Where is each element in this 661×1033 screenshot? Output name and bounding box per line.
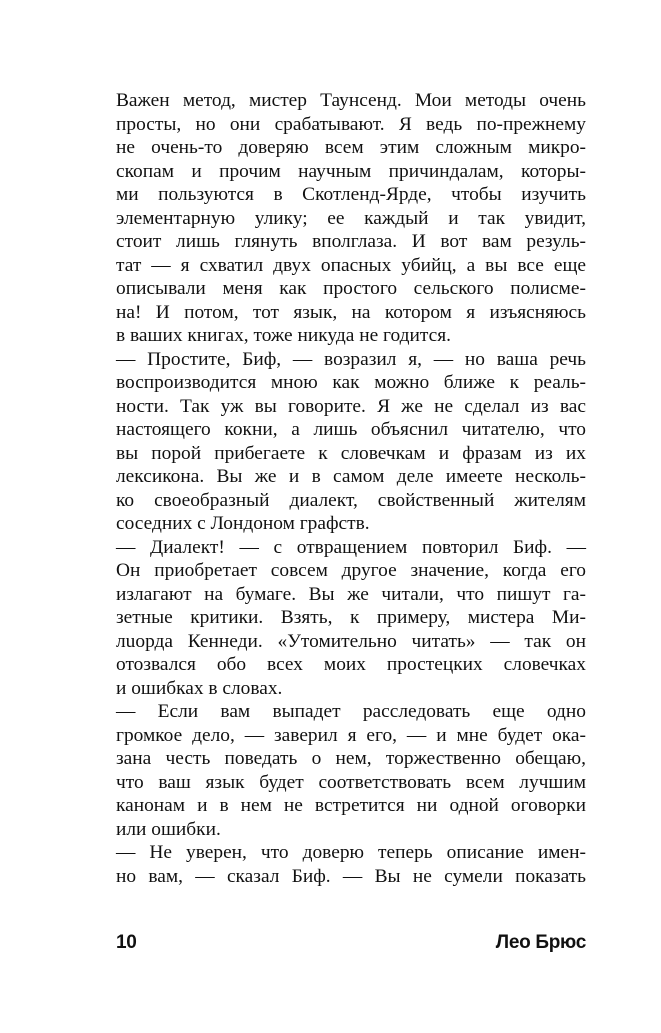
text-line: лексикона. Вы же и в самом деле имеете несколь- (116, 466, 586, 487)
text-line: Важен метод, мистер Таунсенд. Мои методы очень (116, 90, 586, 111)
page-text (116, 89, 586, 888)
text-line: что ваш язык будет соответствовать всем лучшим (116, 771, 586, 793)
page-number: 10 (116, 932, 137, 953)
text-line: воспроизводится мною как можно ближе к реаль- (116, 372, 586, 393)
paragraph-start-line: — Простите, Биф, — возразил я, — но ваша речь (116, 348, 586, 370)
text-line: настоящего кокни, а лишь объяснил читателю, что (116, 419, 586, 440)
text-line: но вам, — сказал Биф. — Вы не сумели показать (116, 865, 586, 887)
paragraph-start-line: — Диалект! — с отвращением повторил Биф. — (116, 536, 586, 558)
text-line: стоит лишь глянуть вполглаза. И вот вам резуль- (116, 231, 586, 252)
text-line: лuорда Кеннеди. «Утомительно читать» — так он (116, 630, 586, 652)
text-line: ности. Так уж вы говорите. Я же не сделал из вас (116, 395, 586, 417)
text-line: не очень-то доверяю всем этим сложным микро- (116, 137, 586, 158)
page-footer (116, 931, 586, 955)
text-line: громкое дело, — заверил я его, — и мне будет ока- (116, 724, 586, 746)
paragraph-start-line: — Не уверен, что доверю теперь описание имен- (116, 842, 586, 863)
paragraph-end-line: в ваших книгах, тоже никуда не годится. (116, 325, 451, 346)
text-line: ми пользуются в Скотленд-Ярде, чтобы изучить (116, 184, 586, 205)
text-line: описывали меня как простого сельского полисме- (116, 278, 586, 299)
text-line: тат — я схватил двух опасных убийц, а вы все еще (116, 254, 586, 276)
paragraph-end-line: соседних с Лондоном графств. (116, 513, 370, 534)
running-head-author: Лео Брюс (495, 932, 586, 953)
text-line: просты, но они срабатывают. Я ведь по-прежнему (116, 113, 586, 135)
text-line: на! И потом, тот язык, на котором я изъясняюсь (116, 301, 586, 323)
text-line: ко своеобразный диалект, свойственный жителям (116, 489, 586, 511)
text-line: зана честь поведать о нем, торжественно обещаю, (116, 748, 586, 769)
text-line: зетные критики. Взять, к примеру, мистера Ми- (116, 607, 586, 628)
text-line: излагают на бумаге. Вы же читали, что пишут га- (116, 583, 586, 605)
text-line: вы порой прибегаете к словечкам и фразам из их (116, 442, 586, 464)
text-line: элементарную улику; ее каждый и так увидит, (116, 207, 586, 229)
text-line: отозвался обо всех моих простецких словечках (116, 654, 586, 675)
paragraph-end-line: или ошибки. (116, 818, 221, 840)
paragraph-end-line: и ошибках в словах. (116, 677, 283, 699)
paragraph-start-line: — Если вам выпадет расследовать еще одно (116, 701, 586, 722)
text-line: канонам и в нем не встретится ни одной оговорки (116, 795, 586, 816)
text-line: Он приобретает совсем другое значение, когда его (116, 560, 586, 581)
text-line: скопам и прочим научным причиндалам, которы- (116, 160, 586, 182)
